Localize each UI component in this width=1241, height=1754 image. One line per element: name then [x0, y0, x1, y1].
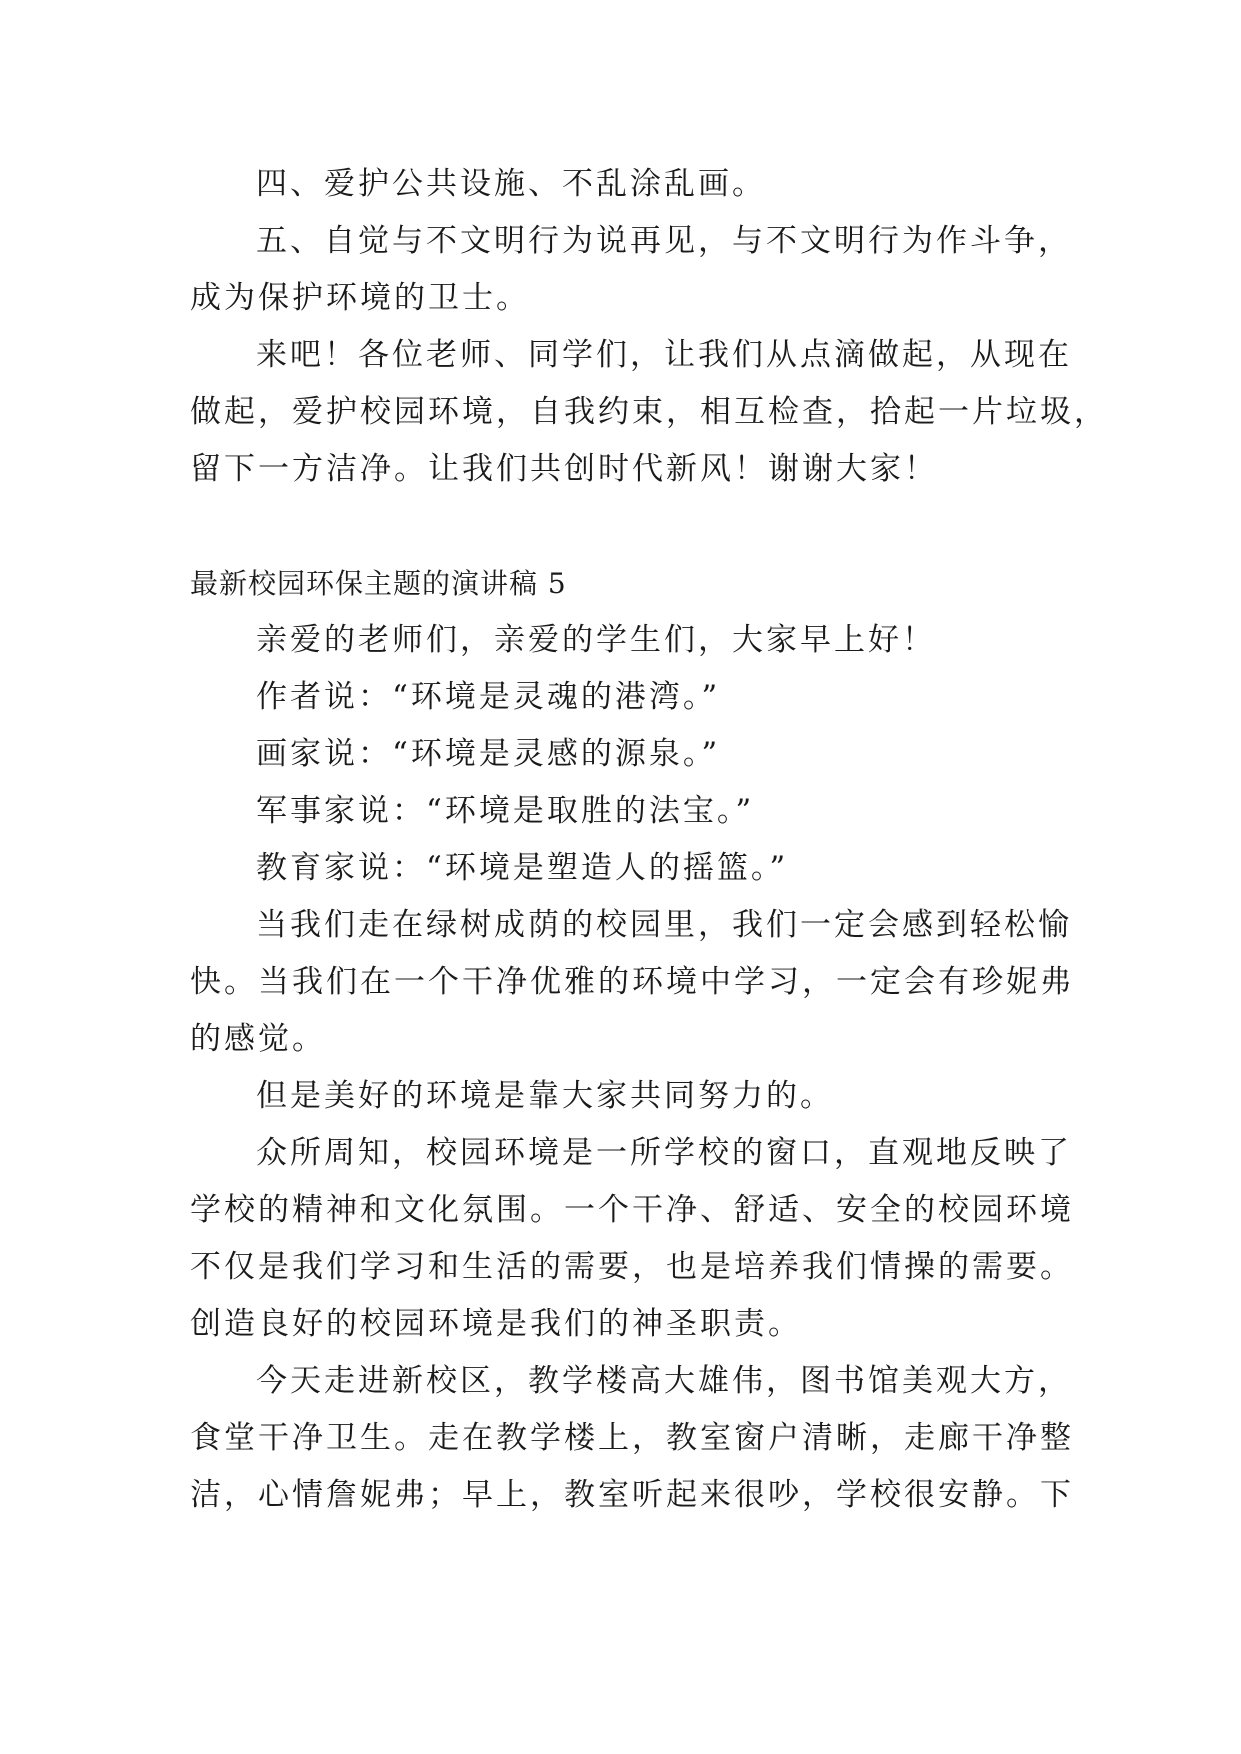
quote-strategist: 军事家说：“环境是取胜的法宝。”: [256, 793, 755, 829]
campus-paragraph-line-2: 快。当我们在一个干净优雅的环境中学习，一定会有珍妮弗: [190, 964, 1074, 1000]
closing-paragraph-line-2: 做起，爱护校园环境，自我约束，相互检查，拾起一片垃圾，: [190, 394, 1108, 430]
campus-paragraph-line-1: 当我们走在绿树成荫的校园里，我们一定会感到轻松愉: [256, 907, 1072, 943]
quote-author: 作者说：“环境是灵魂的港湾。”: [256, 679, 721, 715]
environment-paragraph-line-3: 不仅是我们学习和生活的需要，也是培养我们情操的需要。: [190, 1249, 1074, 1285]
paragraph-item-5-line-1: 五、自觉与不文明行为说再见，与不文明行为作斗争，: [256, 223, 1072, 259]
new-campus-paragraph-line-3: 洁，心情詹妮弗；早上，教室听起来很吵，学校很安静。下: [190, 1477, 1074, 1513]
paragraph-item-5-line-2: 成为保护环境的卫士。: [190, 280, 530, 316]
section-spacer: [190, 498, 1070, 555]
quote-painter: 画家说：“环境是灵感的源泉。”: [256, 736, 721, 772]
new-campus-paragraph-line-2: 食堂干净卫生。走在教学楼上，教室窗户清晰，走廊干净整: [190, 1420, 1074, 1456]
new-campus-paragraph-line-1: 今天走进新校区，教学楼高大雄伟，图书馆美观大方，: [256, 1363, 1072, 1399]
document-body: [190, 156, 1108, 1524]
closing-paragraph-line-3: 留下一方洁净。让我们共创时代新风！谢谢大家！: [190, 451, 938, 487]
paragraph-item-4: 四、爱护公共设施、不乱涂乱画。: [256, 166, 766, 202]
environment-paragraph-line-4: 创造良好的校园环境是我们的神圣职责。: [190, 1306, 802, 1342]
environment-paragraph-line-1: 众所周知，校园环境是一所学校的窗口，直观地反映了: [256, 1135, 1072, 1171]
campus-paragraph-line-3: 的感觉。: [190, 1021, 326, 1057]
closing-paragraph-line-1: 来吧！各位老师、同学们，让我们从点滴做起，从现在: [256, 337, 1072, 373]
quote-educator: 教育家说：“环境是塑造人的摇篮。”: [256, 850, 789, 886]
effort-paragraph: 但是美好的环境是靠大家共同努力的。: [256, 1078, 834, 1114]
greeting-paragraph: 亲爱的老师们，亲爱的学生们，大家早上好！: [256, 622, 936, 658]
section-heading: 最新校园环保主题的演讲稿 5: [190, 567, 567, 600]
environment-paragraph-line-2: 学校的精神和文化氛围。一个干净、舒适、安全的校园环境: [190, 1192, 1074, 1228]
